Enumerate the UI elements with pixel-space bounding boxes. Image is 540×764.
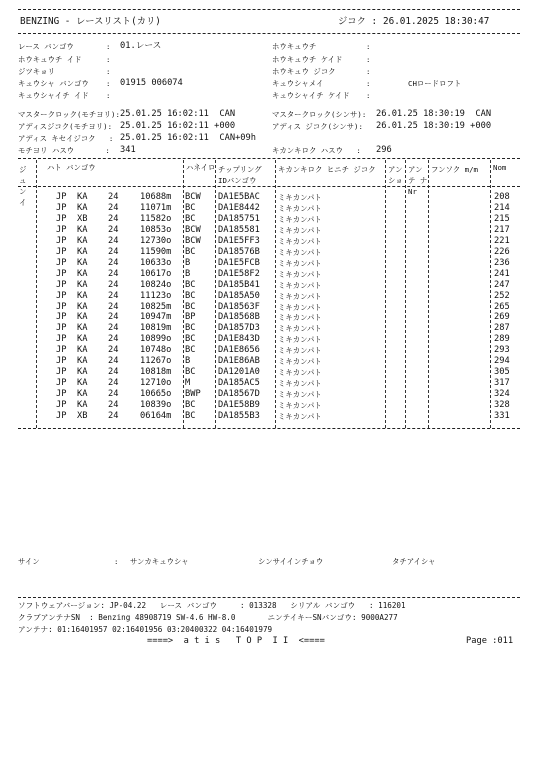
bird-feather-color: BC	[185, 334, 196, 345]
bird-country: JP	[56, 323, 67, 334]
bird-feather-color: BC	[185, 411, 196, 421]
recorded-count-label: キカンキロク ハスウ :	[272, 146, 361, 155]
bird-feather-color: BC	[185, 323, 196, 334]
bird-status: ミキカンパト	[278, 258, 322, 268]
bird-ring-number: 11590m	[140, 246, 172, 257]
bird-ring-number: 10839o	[140, 400, 172, 411]
bird-year: 24	[108, 312, 119, 323]
bird-country: JP	[56, 334, 67, 345]
table-row	[0, 412, 540, 423]
atis-time-check-value: 26.01.25 18:30:19 +000	[376, 121, 492, 131]
bird-chip-id: DA18576B	[218, 246, 260, 257]
bird-status: ミキカンパト	[278, 236, 322, 246]
date-label: ジコク :	[338, 16, 378, 27]
bird-nom: 221	[494, 235, 510, 246]
table-row	[0, 259, 540, 270]
bird-club: KA	[77, 290, 88, 301]
bird-country: JP	[56, 345, 67, 356]
bird-ring-number: 11582o	[140, 213, 172, 224]
bird-ring-number: 10617o	[140, 268, 172, 279]
bird-nom: 269	[494, 312, 510, 323]
atis-standard-time-label: アディス キセイジコク :	[18, 134, 114, 143]
bird-nom: 217	[494, 224, 510, 235]
bird-status: ミキカンパト	[278, 269, 322, 279]
bird-year: 24	[108, 202, 119, 213]
basket-count-label: モチヨリ ハスウ :	[18, 146, 110, 155]
bird-year: 24	[108, 411, 119, 421]
bird-ring-number: 10899o	[140, 334, 172, 345]
bird-year: 24	[108, 367, 119, 378]
header-bottom-rule	[18, 33, 520, 34]
bird-nom: 324	[494, 389, 510, 400]
master-clock-basket-value: 25.01.25 16:02:11 CAN	[120, 109, 236, 119]
distance-label: ジツキョリ	[18, 67, 55, 76]
bird-status: ミキカンパト	[278, 390, 322, 400]
release-lon-label: ホウキュウチ ケイド	[272, 55, 343, 64]
bird-status: ミキカンパト	[278, 412, 322, 421]
bird-country: JP	[56, 268, 67, 279]
bird-ring-number: 10825m	[140, 301, 172, 312]
bird-country: JP	[56, 257, 67, 268]
bird-nom: 331	[494, 411, 510, 421]
judge-label: シンサイインチョウ	[258, 557, 324, 566]
bird-club: KA	[77, 323, 88, 334]
bird-feather-color: BCW	[185, 192, 201, 202]
bird-chip-id: DA1E58F2	[218, 268, 260, 279]
bird-ring-number: 10688m	[140, 192, 172, 202]
bird-ring-number: 12730o	[140, 235, 172, 246]
bird-feather-color: BC	[185, 367, 196, 378]
bird-chip-id: DA185B41	[218, 279, 260, 290]
loft-name-value: CHロードロフト	[408, 79, 462, 88]
bird-nom: 214	[494, 202, 510, 213]
bird-ring-number: 12710o	[140, 378, 172, 389]
bird-year: 24	[108, 389, 119, 400]
bird-status: ミキカンパト	[278, 280, 322, 290]
table-top-rule	[18, 158, 520, 159]
bird-feather-color: BC	[185, 290, 196, 301]
bird-year: 24	[108, 378, 119, 389]
bird-country: JP	[56, 192, 67, 202]
bird-country: JP	[56, 213, 67, 224]
bird-chip-id: DA185AC5	[218, 378, 260, 389]
bird-nom: 294	[494, 356, 510, 367]
bird-year: 24	[108, 279, 119, 290]
bird-feather-color: BC	[185, 301, 196, 312]
bird-club: KA	[77, 345, 88, 356]
recorded-count-value: 296	[376, 145, 392, 155]
sign-colon: :	[114, 557, 119, 566]
bird-club: KA	[77, 257, 88, 268]
bird-club: KA	[77, 367, 88, 378]
bird-year: 24	[108, 301, 119, 312]
bird-nom: 305	[494, 367, 510, 378]
bird-chip-id: DA18568B	[218, 312, 260, 323]
bird-club: KA	[77, 235, 88, 246]
footer-rule	[18, 597, 520, 598]
bird-status: ミキカンパト	[278, 401, 322, 411]
bird-nom: 236	[494, 257, 510, 268]
bird-status: ミキカンパト	[278, 291, 322, 301]
bird-club: KA	[77, 301, 88, 312]
bird-nom: 265	[494, 301, 510, 312]
bird-country: JP	[56, 202, 67, 213]
bird-ring-number: 06164m	[140, 411, 172, 421]
bird-ring-number: 11071m	[140, 202, 172, 213]
bird-chip-id: DA185581	[218, 224, 260, 235]
bird-year: 24	[108, 213, 119, 224]
bird-chip-id: DA1E843D	[218, 334, 260, 345]
bird-status: ミキカンパト	[278, 225, 322, 235]
bird-year: 24	[108, 257, 119, 268]
bird-chip-id: DA1E5FF3	[218, 235, 260, 246]
bird-feather-color: BCW	[185, 224, 201, 235]
bird-country: JP	[56, 367, 67, 378]
bird-status: ミキカンパト	[278, 346, 322, 356]
bird-nom: 317	[494, 378, 510, 389]
bird-chip-id: DA1855B3	[218, 411, 260, 421]
col-antenna-nr: アンテ ナNr	[408, 165, 428, 196]
bird-nom: 252	[494, 290, 510, 301]
bird-chip-id: DA1E8656	[218, 345, 260, 356]
sign-label: サイン	[18, 557, 40, 566]
atis-time-check-label: アディス ジコク(シンサ):	[272, 122, 363, 131]
participant-label: サンカキュウシャ	[130, 557, 189, 566]
loft-number-value: 01915 006074	[120, 78, 183, 88]
bird-chip-id: DA1E8442	[218, 202, 260, 213]
bird-year: 24	[108, 192, 119, 202]
bird-club: KA	[77, 389, 88, 400]
bird-year: 24	[108, 235, 119, 246]
bird-feather-color: B	[185, 268, 191, 279]
table-row	[0, 292, 540, 303]
bird-feather-color: BC	[185, 213, 196, 224]
bird-nom: 289	[494, 334, 510, 345]
bird-year: 24	[108, 323, 119, 334]
table-row	[0, 270, 540, 281]
race-list-page: BENZING - レースリスト(カリ) ジコク : 26.01.2025 18:30:47 レース バンゴウ : 01.レース ホウキュウチ イド : ジツキョリ : キュウシャ バンゴウ : 01915 006074 キュウシャイチ イド : ホウキュウチ : ホウキュウチ ケイド : ホウキュウ ジコク : キュウシャメイ : CHロードロフト キュウシャイチ ケイド : マスタークロック(モチヨリ): 25.01.25 16:02:11 CAN アディスジコク(モチヨリ): 25.01.25 16:02:11 +000 アディス キセイジコク : 25.01.25 16:02:11 CAN+09h モチヨリ ハスウ : 341 マスタークロック(シンサ): 26.01.25 18:30:19 CAN アディス ジコク(シンサ): 26.01.25 18:30:19 +000 キカンキロク ハスウ : 296 ジュン イ ハト バンゴウ ハネイロ チップリング IDバンゴウ キカンキロク ヒニチ ジコク アン ショ アンテ ナNr フンソク m/m Nom JP KA 24 10688m BCW DA1E5BAC ミキカンパト 208 JP KA 24 11071m BC DA1E8442 ミキカンパト 214 JP XB 24 11582o BC DA185751 ミキカンパト 215 JP KA 24 10853o BCW DA185581 ミキカンパト 217 JP KA 24 12730o BCW DA1E5FF3 ミキカンパト 221 JP KA 24 11590m BC DA18576B ミキカンパト 226 JP KA 24 10633o B DA1E5FCB ミキカンパト 236 JP KA 24 10617o B DA1E58F2 ミキカンパト 241 JP KA 24 10824o BC DA185B41 ミキカンパト 247 JP KA 24 11123o BC DA185A50 ミキカンパト 252 JP KA 24 10825m BC DA18563F ミキカンパト 265 JP KA 24 10947m BP DA18568B ミキカンパト 269 JP KA 24 10819m BC DA1857D3 ミキカンパト 287 JP KA 24 10899o BC DA1E843D ミキカンパト 289 JP KA 24 10748o BC DA1E8656 ミキカンパト 293 JP KA 24 11267o B DA1E86AB ミキカンパト 294 JP KA 24 10818m BC DA1201A0 ミキカンパト 305 JP KA 24 12710o M DA185AC5 ミキカンパト 317 JP KA 24 10665o BWP DA18567D ミキカンパト 324 JP KA 24 10839o BC DA1E58B9 ミキカンパト 328 JP XB 24 06164m BC DA1855B3 ミキカンパト 331 サイン : サンカキュウシャ シンサイインチョウ タチアイシャ ソフトウェアバージョン: JP-04.22 レース バンゴウ : 013328 シリアル バンゴウ : 116201 クラブアンテナSN : Benzing 48908719 SW-4.6 HW-8.0 ニンテイキーSNバンゴウ: 9000A277 アンテナ: 01:16401957 02:16401956 03:20400322 04:16401979 ====> a t i s T O P I I <==== Page :011	[0, 0, 540, 764]
bird-country: JP	[56, 400, 67, 411]
bird-ring-number: 10853o	[140, 224, 172, 235]
bird-country: JP	[56, 290, 67, 301]
bird-feather-color: M	[185, 378, 191, 389]
bird-country: JP	[56, 246, 67, 257]
bird-chip-id: DA1E5FCB	[218, 257, 260, 268]
bird-feather-color: BCW	[185, 235, 201, 246]
bird-status: ミキカンパト	[278, 368, 322, 378]
race-number-value: 01.レース	[120, 41, 162, 51]
bird-chip-id: DA185A50	[218, 290, 260, 301]
bird-country: JP	[56, 301, 67, 312]
bird-chip-id: DA18567D	[218, 389, 260, 400]
master-clock-check-label: マスタークロック(シンサ):	[272, 110, 367, 119]
report-title: BENZING - レースリスト(カリ)	[20, 16, 161, 27]
bird-country: JP	[56, 312, 67, 323]
bird-status: ミキカンパト	[278, 203, 322, 213]
footer-software-line: ソフトウェアバージョン: JP-04.22 レース バンゴウ : 013328 シリアル バンゴウ : 116201	[18, 601, 406, 610]
bird-chip-id: DA1201A0	[218, 367, 260, 378]
loft-name-label: キュウシャメイ	[272, 79, 324, 88]
bird-ring-number: 10824o	[140, 279, 172, 290]
col-chip-ring: チップリング IDバンゴウ	[218, 165, 262, 185]
bird-club: KA	[77, 334, 88, 345]
bird-club: KA	[77, 312, 88, 323]
table-header-rule	[18, 186, 520, 187]
bird-club: XB	[77, 411, 88, 421]
bird-status: ミキカンパト	[278, 247, 322, 257]
release-time-label: ホウキュウ ジコク	[272, 67, 336, 76]
bird-club: KA	[77, 268, 88, 279]
master-clock-basket-label: マスタークロック(モチヨリ):	[18, 110, 120, 119]
bird-club: KA	[77, 400, 88, 411]
bird-club: KA	[77, 356, 88, 367]
bird-status: ミキカンパト	[278, 302, 322, 312]
witness-label: タチアイシャ	[392, 557, 436, 566]
brand-line: ====> a t i s T O P I I <====	[147, 636, 325, 646]
master-clock-check-value: 26.01.25 18:30:19 CAN	[376, 109, 492, 119]
bird-chip-id: DA1E5BAC	[218, 192, 260, 202]
bird-country: JP	[56, 224, 67, 235]
bird-nom: 226	[494, 246, 510, 257]
loft-lat-label: キュウシャイチ イド	[18, 91, 89, 100]
bird-feather-color: BWP	[185, 389, 201, 400]
bird-nom: 208	[494, 192, 510, 202]
col-rank: ジュン イ	[19, 165, 27, 207]
bird-feather-color: BC	[185, 246, 196, 257]
bird-status: ミキカンパト	[278, 357, 322, 367]
bird-ring-number: 10818m	[140, 367, 172, 378]
bird-nom: 293	[494, 345, 510, 356]
col-feather-color: ハネイロ	[186, 163, 216, 172]
bird-year: 24	[108, 356, 119, 367]
bird-country: JP	[56, 411, 67, 421]
bird-nom: 247	[494, 279, 510, 290]
bird-ring-number: 10819m	[140, 323, 172, 334]
bird-feather-color: BC	[185, 345, 196, 356]
loft-number-label: キュウシャ バンゴウ	[18, 79, 89, 88]
basket-count-value: 341	[120, 145, 136, 155]
bird-country: JP	[56, 356, 67, 367]
bird-club: KA	[77, 378, 88, 389]
bird-ring-number: 10633o	[140, 257, 172, 268]
bird-year: 24	[108, 400, 119, 411]
loft-lon-label: キュウシャイチ ケイド	[272, 91, 350, 100]
report-date: 26.01.2025 18:30:47	[383, 16, 490, 27]
bird-nom: 328	[494, 400, 510, 411]
bird-chip-id: DA1857D3	[218, 323, 260, 334]
bird-status: ミキカンパト	[278, 193, 322, 202]
bird-feather-color: B	[185, 257, 191, 268]
bird-club: KA	[77, 246, 88, 257]
bird-ring-number: 10665o	[140, 389, 172, 400]
table-bottom-rule	[18, 428, 520, 429]
bird-feather-color: BP	[185, 312, 196, 323]
bird-status: ミキカンパト	[278, 324, 322, 334]
bird-nom: 241	[494, 268, 510, 279]
bird-ring-number: 10947m	[140, 312, 172, 323]
atis-standard-time-value: 25.01.25 16:02:11 CAN+09h	[120, 133, 256, 143]
bird-country: JP	[56, 279, 67, 290]
bird-year: 24	[108, 334, 119, 345]
col-recorded-time: キカンキロク ヒニチ ジコク	[278, 165, 376, 174]
bird-year: 24	[108, 224, 119, 235]
bird-year: 24	[108, 345, 119, 356]
header-top-rule	[18, 9, 520, 10]
bird-year: 24	[108, 290, 119, 301]
bird-club: KA	[77, 192, 88, 202]
table-row	[0, 248, 540, 259]
col-speed: フンソク m/m	[431, 165, 478, 174]
bird-status: ミキカンパト	[278, 214, 322, 224]
bird-ring-number: 10748o	[140, 345, 172, 356]
col-bird-number: ハト バンゴウ	[47, 163, 96, 172]
release-lat-label: ホウキュウチ イド	[18, 55, 82, 64]
bird-club: XB	[77, 213, 88, 224]
bird-feather-color: BC	[185, 279, 196, 290]
atis-time-basket-label: アディスジコク(モチヨリ):	[18, 122, 113, 131]
bird-club: KA	[77, 279, 88, 290]
bird-year: 24	[108, 246, 119, 257]
bird-country: JP	[56, 378, 67, 389]
bird-year: 24	[108, 268, 119, 279]
footer-antenna-list: アンテナ: 01:16401957 02:16401956 03:20400322 04:16401979	[18, 625, 273, 634]
footer-club-antenna-line: クラブアンテナSN : Benzing 48908719 SW-4.6 HW-8.0 ニンテイキーSNバンゴウ: 9000A277	[18, 613, 398, 622]
bird-feather-color: BC	[185, 400, 196, 411]
bird-chip-id: DA1E58B9	[218, 400, 260, 411]
bird-club: KA	[77, 202, 88, 213]
bird-chip-id: DA185751	[218, 213, 260, 224]
table-row	[0, 281, 540, 292]
bird-feather-color: B	[185, 356, 191, 367]
bird-nom: 215	[494, 213, 510, 224]
bird-chip-id: DA1E86AB	[218, 356, 260, 367]
bird-ring-number: 11123o	[140, 290, 172, 301]
atis-time-basket-value: 25.01.25 16:02:11 +000	[120, 121, 236, 131]
bird-status: ミキカンパト	[278, 335, 322, 345]
bird-country: JP	[56, 235, 67, 246]
col-antenna: アン ショ	[388, 165, 403, 185]
bird-ring-number: 11267o	[140, 356, 172, 367]
col-nom: Nom	[493, 163, 507, 172]
bird-nom: 287	[494, 323, 510, 334]
bird-country: JP	[56, 389, 67, 400]
release-point-label: ホウキュウチ	[272, 42, 317, 51]
bird-status: ミキカンパト	[278, 379, 322, 389]
race-number-label: レース バンゴウ	[18, 42, 74, 51]
bird-status: ミキカンパト	[278, 313, 322, 323]
bird-chip-id: DA18563F	[218, 301, 260, 312]
bird-club: KA	[77, 224, 88, 235]
page-number: Page :011	[466, 636, 514, 646]
bird-feather-color: BC	[185, 202, 196, 213]
